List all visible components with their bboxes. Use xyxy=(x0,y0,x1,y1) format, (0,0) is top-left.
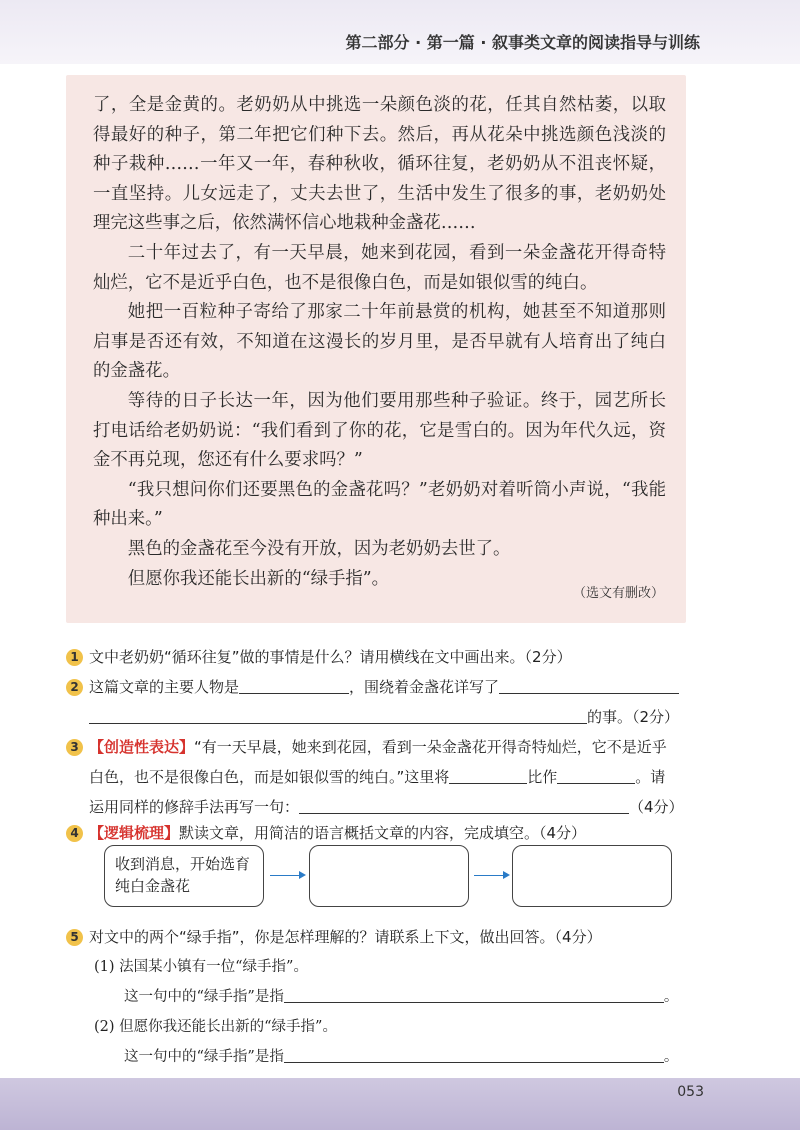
answer-blank[interactable] xyxy=(284,1046,664,1063)
question-text: 文中老奶奶“循环往复”做的事情是什么？请用横线在文中画出来。（2分） xyxy=(89,648,572,666)
question-text: 运用同样的修辞手法再写一句： xyxy=(89,798,300,816)
question-text: 的事。（2分） xyxy=(587,708,680,726)
question-text: 对文中的两个“绿手指”，你是怎样理解的？请联系上下文，做出回答。（4分） xyxy=(89,928,602,946)
arrow-icon xyxy=(270,875,304,876)
question-tag: 【创造性表达】 xyxy=(89,738,195,756)
passage-paragraph: 二十年过去了，有一天早晨，她来到花园，看到一朵金盏花开得奇特灿烂，它不是近乎白色，也不是很像白色，而是如银似雪的纯白。 xyxy=(93,242,666,293)
question-text: 。 xyxy=(663,989,679,1005)
passage-paragraph: 了，全是金黄的。老奶奶从中挑选一朵颜色淡的花，任其自然枯萎，以取得最好的种子，第二年把它们种下去。然后，再从花朵中挑选颜色浅淡的种子栽种……一年又一年，春种秋收，循环往复，老奶奶从不沮丧怀疑，一直坚持。儿女远走了，丈夫去世了，生活中发生了很多的事，老奶奶处理完这些事之后，依然满怀信心地栽种金盏花…… xyxy=(93,95,666,234)
question-text: 这一句中的“绿手指”是指 xyxy=(124,1049,284,1065)
question-text: ，围绕着金盏花详写了 xyxy=(349,678,500,696)
question-text: 比作 xyxy=(527,768,558,786)
flow-box-blank[interactable] xyxy=(512,845,672,907)
question-text: 这篇文章的主要人物是 xyxy=(89,678,240,696)
section-title: 第二部分 · 第一篇 · 叙事类文章的阅读指导与训练 xyxy=(345,33,700,52)
question-text: 。 xyxy=(663,1049,679,1065)
question-number-badge: 2 xyxy=(66,679,83,696)
question-2 xyxy=(66,672,706,732)
passage-paragraph: 但愿你我还能长出新的“绿手指”。 xyxy=(127,568,390,589)
answer-blank[interactable] xyxy=(499,677,679,694)
answer-blank[interactable] xyxy=(449,767,527,784)
sub-question: (1) 法国某小镇有一位“绿手指”。 xyxy=(94,959,308,975)
question-number-badge: 5 xyxy=(66,929,83,946)
passage-paragraph: 她把一百粒种子寄给了那家二十年前悬赏的机构，她甚至不知道那则启事是否还有效，不知道在这漫长的岁月里，是否早就有人培育出了纯白的金盏花。 xyxy=(93,302,666,382)
answer-blank[interactable] xyxy=(284,986,664,1003)
passage-paragraph: 黑色的金盏花至今没有开放，因为老奶奶去世了。 xyxy=(127,538,511,559)
question-text: 这一句中的“绿手指”是指 xyxy=(124,989,284,1005)
question-5 xyxy=(66,922,706,1072)
answer-blank[interactable] xyxy=(299,797,629,814)
question-1 xyxy=(66,642,706,672)
page-footer xyxy=(0,1078,800,1130)
question-text: 默读文章，用简洁的语言概括文章的内容，完成填空。（4分） xyxy=(179,824,587,842)
question-3 xyxy=(66,732,706,822)
passage-paragraph: “我只想问你们还要黑色的金盏花吗？”老奶奶对着听筒小声说，“我能种出来。” xyxy=(93,479,666,530)
flow-box-blank[interactable] xyxy=(309,845,469,907)
answer-blank[interactable] xyxy=(89,707,587,724)
question-4 xyxy=(66,818,706,848)
arrow-icon xyxy=(474,875,508,876)
question-text: 白色，也不是很像白色，而是如银似雪的纯白。”这里将 xyxy=(89,768,450,786)
source-note: （选文有删改） xyxy=(572,586,664,602)
flow-box-first: 收到消息，开始选育纯白金盏花 xyxy=(104,845,264,907)
sub-question: (2) 但愿你我还能长出新的“绿手指”。 xyxy=(94,1019,337,1035)
answer-blank[interactable] xyxy=(239,677,349,694)
passage-paragraph: 等待的日子长达一年，因为他们要用那些种子验证。终于，园艺所长打电话给老奶奶说：“我们看到了你的花，它是雪白的。因为年代久远，资金不再兑现，您还有什么要求吗？” xyxy=(93,390,666,471)
question-text: （4分） xyxy=(629,798,684,816)
question-text: “有一天早晨，她来到花园，看到一朵金盏花开得奇特灿烂，它不是近乎 xyxy=(194,738,667,756)
question-tag: 【逻辑梳理】 xyxy=(89,824,180,842)
question-number-badge: 4 xyxy=(66,825,83,842)
reading-passage xyxy=(66,75,686,623)
page-header xyxy=(0,0,800,64)
question-number-badge: 3 xyxy=(66,739,83,756)
answer-blank[interactable] xyxy=(557,767,635,784)
question-number-badge: 1 xyxy=(66,649,83,666)
question-text: 。请 xyxy=(635,768,666,786)
page-number: 053 xyxy=(677,1084,704,1100)
summary-flowchart xyxy=(104,845,674,907)
